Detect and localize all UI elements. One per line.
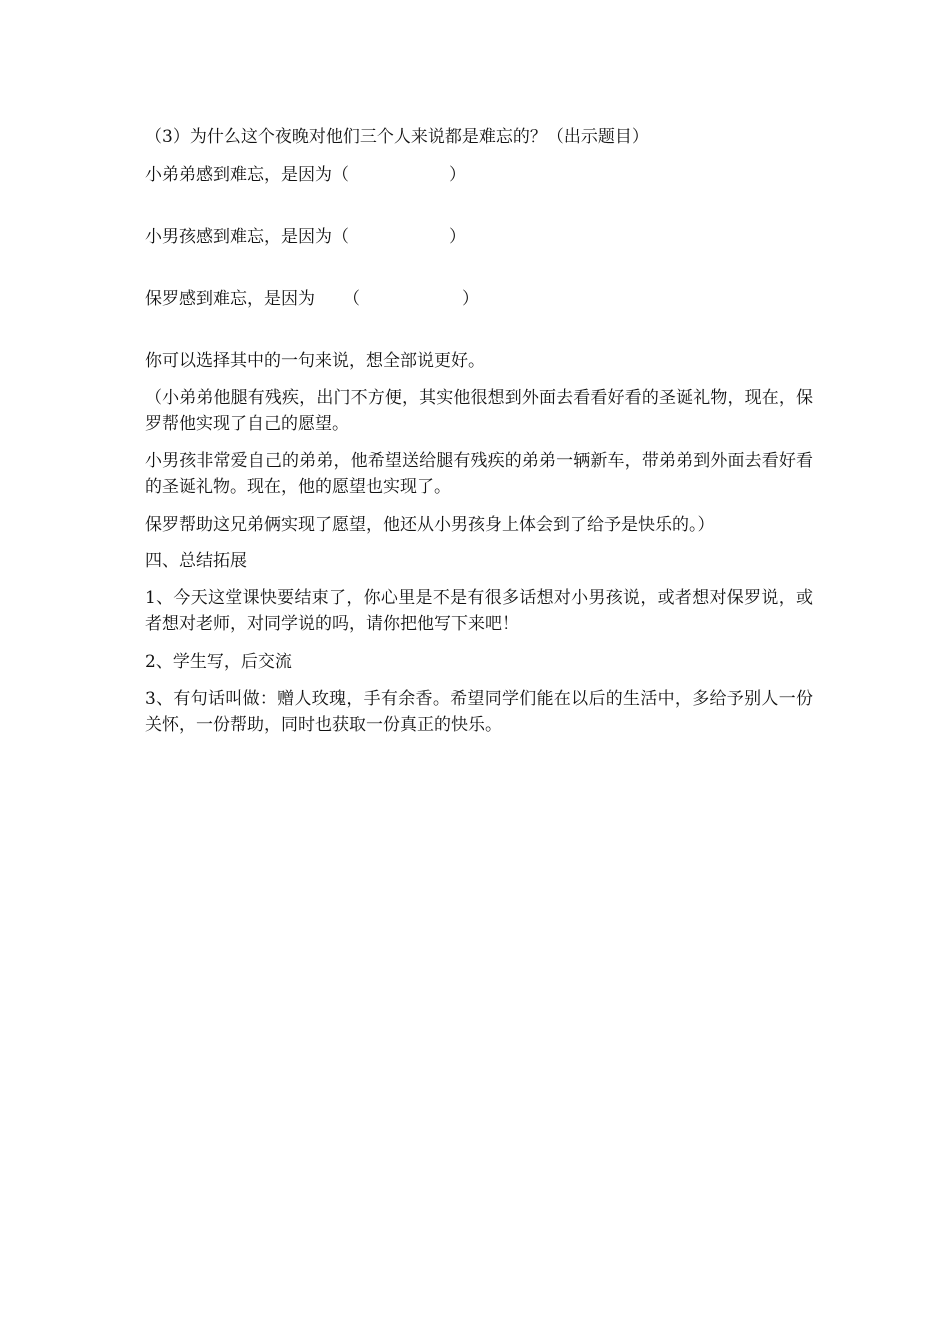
answer-paragraph-3: 保罗帮助这兄弟俩实现了愿望，他还从小男孩身上体会到了给予是快乐的。） <box>145 515 715 535</box>
question-3-title: （3）为什么这个夜晚对他们三个人来说都是难忘的？（出示题目） <box>145 127 649 147</box>
instruction-text: 你可以选择其中的一句来说，想全部说更好。 <box>145 351 485 371</box>
blank-line-paul <box>145 287 815 311</box>
blank-suffix: ） <box>449 227 466 247</box>
blank-prefix: 保罗感到难忘，是因为 <box>145 289 315 309</box>
blank-line-little-brother <box>145 163 815 187</box>
blank-line-little-boy <box>145 225 815 249</box>
answer-paragraph-2: 小男孩非常爱自己的弟弟，他希望送给腿有残疾的弟弟一辆新车，带弟弟到外面去看好看的圣诞礼物。现在，他的愿望也实现了。 <box>145 451 813 497</box>
list-item-3: 3、有句话叫做：赠人玫瑰，手有余香。希望同学们能在以后的生活中，多给予别人一份关怀，一份帮助，同时也获取一份真正的快乐。 <box>145 689 813 735</box>
blank-open: （ <box>343 289 360 309</box>
list-item-2: 2、学生写，后交流 <box>145 652 292 672</box>
blank-suffix: ） <box>449 165 466 185</box>
blank-prefix: 小弟弟感到难忘，是因为（ <box>145 165 349 185</box>
blank-prefix: 小男孩感到难忘，是因为（ <box>145 227 349 247</box>
list-item-1: 1、今天这堂课快要结束了，你心里是不是有很多话想对小男孩说，或者想对保罗说，或者想对老师，对同学说的吗，请你把他写下来吧！ <box>145 588 813 634</box>
blank-suffix: ） <box>462 289 479 309</box>
answer-paragraph-1: （小弟弟他腿有残疾，出门不方便，其实他很想到外面去看看好看的圣诞礼物，现在，保罗帮他实现了自己的愿望。 <box>145 388 813 434</box>
section-heading: 四、总结拓展 <box>145 551 247 571</box>
